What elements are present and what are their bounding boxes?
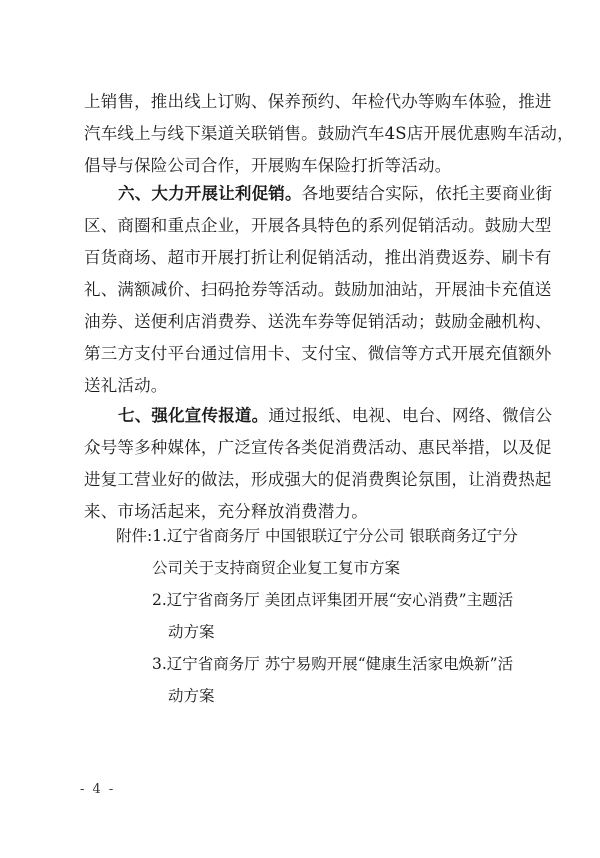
attachment-continuation: 动方案 [168, 687, 215, 705]
section-seven-first-line [84, 400, 553, 432]
section-six-first-line [84, 178, 553, 210]
text-line: 倡导与保险公司合作，开展购车保险打折等活动。 [84, 156, 452, 175]
attachments-block [116, 520, 536, 712]
text-line: 第三方支付平台通过信用卡、支付宝、微信等方式开展充值额外 [84, 344, 552, 363]
text-line: 汽车线上与线下渠道关联销售。鼓励汽车4S店开展优惠购车活动， [84, 124, 574, 143]
text-line: 众号等多种媒体，广泛宣传各类促消费活动、惠民举措，以及促 [84, 438, 552, 457]
text-line: 上销售，推出线上订购、保养预约、年检代办等购车体验，推进 [84, 92, 552, 111]
page-number: - 4 - [80, 782, 116, 797]
attachment-continuation: 动方案 [168, 623, 215, 641]
text-line: 油券、送便利店消费券、送洗车券等促销活动；鼓励金融机构、 [84, 312, 552, 331]
text-line: 各地要结合实际，依托主要商业街 [301, 184, 553, 203]
text-line: 百货商场、超市开展打折让利促销活动，推出消费返券、刷卡有 [84, 248, 552, 267]
attachment-text: 1.辽宁省商务厅 中国银联辽宁分公司 银联商务辽宁分 [152, 527, 518, 545]
text-line: 送礼活动。 [84, 376, 168, 395]
attachment-item-1 [116, 520, 536, 552]
section-seven [84, 400, 553, 528]
section-six [84, 178, 553, 402]
text-line: 礼、满额减价、扫码抢券等活动。鼓励加油站，开展油卡充值送 [84, 280, 552, 299]
attachment-item-2: 2.辽宁省商务厅 美团点评集团开展“安心消费”主题活 [152, 591, 514, 609]
attachments-label: 附件: [116, 527, 153, 545]
section-six-heading: 六、大力开展让利促销。 [118, 184, 302, 203]
text-line: 来、市场活起来，充分释放消费潜力。 [84, 502, 368, 521]
section-seven-heading: 七、强化宣传报道。 [118, 406, 269, 425]
text-line: 进复工营业好的做法，形成强大的促消费舆论氛围，让消费热起 [84, 470, 552, 489]
attachment-continuation: 公司关于支持商贸企业复工复市方案 [152, 559, 401, 577]
text-line: 区、商圈和重点企业，开展各具特色的系列促销活动。鼓励大型 [84, 216, 552, 235]
text-line: 通过报纸、电视、电台、网络、微信公 [268, 406, 553, 425]
attachment-item-3: 3.辽宁省商务厅 苏宁易购开展“健康生活家电焕新”活 [152, 655, 514, 673]
paragraph-top [84, 86, 574, 182]
